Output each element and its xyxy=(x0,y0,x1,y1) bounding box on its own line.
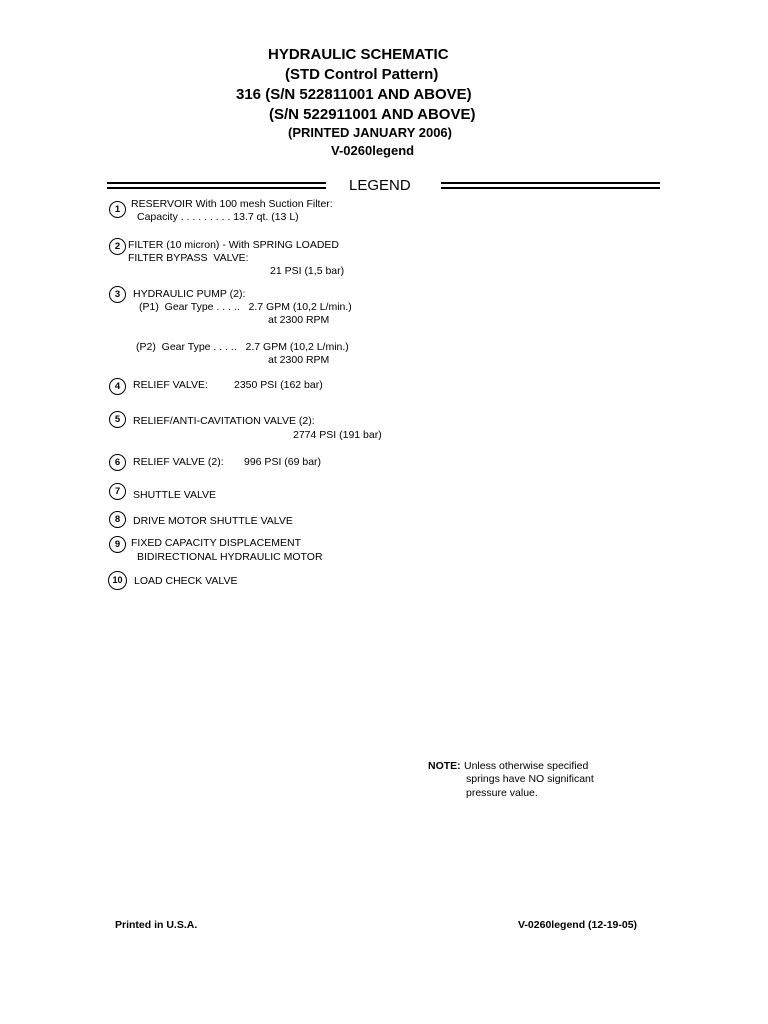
legend-rule-left xyxy=(107,182,326,189)
printed-date: (PRINTED JANUARY 2006) xyxy=(288,125,452,140)
legend-item-6-line: RELIEF VALVE (2): xyxy=(133,456,224,468)
legend-item-3-line: at 2300 RPM xyxy=(268,314,330,326)
legend-item-5-value: 2774 PSI (191 bar) xyxy=(293,429,382,441)
legend-number-1: 1 xyxy=(109,201,126,218)
legend-number-8: 8 xyxy=(109,511,126,528)
legend-item-3-line: (P2) Gear Type . . . .. 2.7 GPM (10,2 L/min.) xyxy=(136,341,349,353)
legend-heading: LEGEND xyxy=(349,177,411,194)
legend-item-10-line: LOAD CHECK VALVE xyxy=(134,575,238,587)
legend-item-1-line: Capacity . . . . . . . . . 13.7 qt. (13 L) xyxy=(137,211,299,223)
legend-item-9-line: BIDIRECTIONAL HYDRAULIC MOTOR xyxy=(137,551,323,563)
legend-item-4-value: 2350 PSI (162 bar) xyxy=(234,379,323,391)
note-line: Unless otherwise specified xyxy=(464,760,589,772)
footer-doc-id: V-0260legend (12-19-05) xyxy=(518,919,638,931)
legend-item-2-line: FILTER BYPASS VALVE: xyxy=(128,252,249,264)
legend-number-5: 5 xyxy=(109,411,126,428)
legend-item-6-value: 996 PSI (69 bar) xyxy=(244,456,322,468)
legend-item-3-line: (P1) Gear Type . . . .. 2.7 GPM (10,2 L/min.) xyxy=(139,301,352,313)
note-line: pressure value. xyxy=(466,787,538,799)
legend-rule-right xyxy=(441,182,660,189)
legend-item-7-line: SHUTTLE VALVE xyxy=(133,489,217,501)
legend-item-1-line: RESERVOIR With 100 mesh Suction Filter: xyxy=(131,198,333,210)
legend-item-4-line: RELIEF VALVE: xyxy=(133,379,208,391)
note-line: springs have NO significant xyxy=(466,773,594,785)
legend-number-6: 6 xyxy=(109,454,126,471)
legend-item-3-line: at 2300 RPM xyxy=(268,354,330,366)
legend-number-9: 9 xyxy=(109,536,126,553)
doc-title: HYDRAULIC SCHEMATIC xyxy=(268,46,449,63)
legend-item-2-line: 21 PSI (1,5 bar) xyxy=(270,265,345,277)
legend-number-10: 10 xyxy=(108,571,127,590)
legend-number-3: 3 xyxy=(109,286,126,303)
model-serial-line-1: 316 (S/N 522811001 AND ABOVE) xyxy=(236,86,472,103)
control-pattern: (STD Control Pattern) xyxy=(285,66,439,83)
doc-id: V-0260legend xyxy=(331,143,415,158)
legend-number-4: 4 xyxy=(109,378,126,395)
legend-number-2: 2 xyxy=(109,238,126,255)
legend-item-5-line: RELIEF/ANTI-CAVITATION VALVE (2): xyxy=(133,415,315,427)
legend-item-8-line: DRIVE MOTOR SHUTTLE VALVE xyxy=(133,515,293,527)
note-label: NOTE: xyxy=(428,760,461,772)
footer-printed-in: Printed in U.S.A. xyxy=(115,919,198,931)
legend-number-7: 7 xyxy=(109,483,126,500)
legend-item-9-line: FIXED CAPACITY DISPLACEMENT xyxy=(131,537,301,549)
legend-item-2-line: FILTER (10 micron) - With SPRING LOADED xyxy=(128,239,340,251)
legend-item-3-line: HYDRAULIC PUMP (2): xyxy=(133,288,246,300)
model-serial-line-2: (S/N 522911001 AND ABOVE) xyxy=(269,106,476,123)
